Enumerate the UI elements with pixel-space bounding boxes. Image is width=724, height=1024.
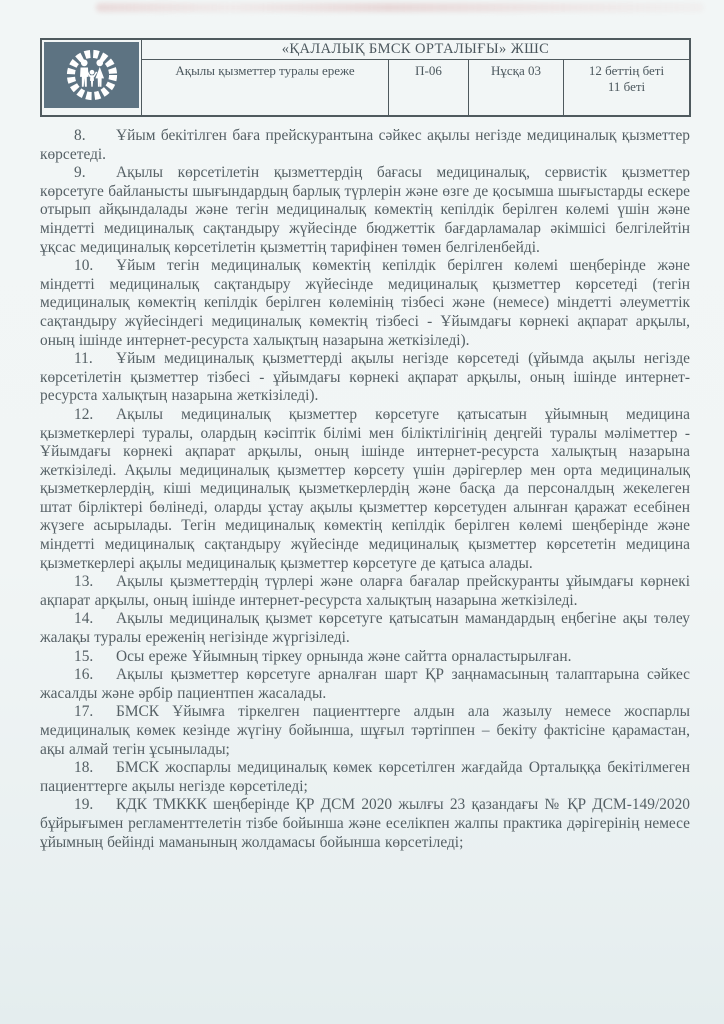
family-emblem-icon bbox=[48, 44, 136, 106]
paragraph-number: 18. bbox=[74, 759, 94, 777]
scan-bleed-smudge bbox=[96, 3, 704, 12]
paragraph-9 bbox=[40, 164, 690, 257]
paragraph-number: 12. bbox=[74, 405, 94, 423]
paragraph-number: 17. bbox=[74, 703, 94, 721]
logo-cell bbox=[42, 40, 142, 115]
document-code: П-06 bbox=[388, 60, 468, 115]
paragraph-19 bbox=[40, 796, 690, 852]
document-title: Ақылы қызметтер туралы ереже bbox=[175, 63, 355, 78]
paragraph-8 bbox=[40, 127, 690, 164]
paragraph-14 bbox=[40, 610, 690, 647]
paragraph-text: Ақылы медициналық қызмет көрсетуге қатысатын мамандардың еңбегіне ақы төлеу жалақы туралы ереженің негізінде жүргізіледі. bbox=[40, 610, 690, 647]
paragraph-text: Осы ереже Ұйымның тіркеу орнында және сайтта орналастырылған. bbox=[116, 647, 572, 665]
paragraph-12 bbox=[40, 406, 690, 573]
paragraph-number: 16. bbox=[74, 666, 94, 684]
page-info-line1: 12 беттің беті bbox=[588, 63, 665, 78]
paragraph-10 bbox=[40, 257, 690, 350]
paragraph-number: 10. bbox=[74, 257, 94, 275]
organization-title: «ҚАЛАЛЫҚ БМСК ОРТАЛЫҒЫ» ЖШС bbox=[142, 40, 689, 60]
paragraph-number: 15. bbox=[74, 647, 94, 665]
document-body bbox=[40, 127, 690, 852]
document-page bbox=[40, 38, 691, 852]
document-header-table bbox=[40, 38, 691, 117]
paragraph-number: 19. bbox=[74, 796, 94, 814]
paragraph-15 bbox=[40, 648, 690, 667]
paragraph-text: Ақылы қызметтер көрсетуге арналған шарт ҚР заңнамасының талаптарына сәйкес жасалды және әрбір пациентпен жасалады. bbox=[40, 666, 690, 702]
paragraph-text: Ұйым тегін медициналық көмектің кепілдік берілген көлемі шеңберінде және міндетті медициналық сақтандыру жүйесінде медициналық қызметтер көрсетеді (тегін медициналық көмектің кепілдік берілген көлемінің тізбесі және (немесе) міндетті әлеуметтік сақтандыру жүйесіндегі медициналық көмектің тізбесі - Ұйымдағы көрнекі ақпарат арқылы, оның ішінде интернет-ресурста халықтың назарына жеткізіледі). bbox=[40, 257, 690, 349]
paragraph-text: Ұйым бекітілген баға прейскурантына сәйкес ақылы негізде медициналық қызметтер көрсетеді. bbox=[40, 127, 690, 163]
paragraph-11 bbox=[40, 350, 690, 406]
paragraph-number: 9. bbox=[74, 164, 86, 182]
organization-logo bbox=[44, 42, 139, 108]
paragraph-text: Ақылы қызметтердің түрлері және оларға бағалар прейскуранты ұйымдағы көрнекі ақпарат арқылы, оның ішінде интернет-ресурста халықтың назарына жеткізіледі. bbox=[40, 573, 690, 609]
paragraph-number: 13. bbox=[74, 573, 94, 591]
page-info bbox=[563, 60, 689, 115]
paragraph-text: БМСК жоспарлы медициналық көмек көрсетілген жағдайда Орталыққа бекітілмеген пациенттерге ақылы негізде көрсетіледі; bbox=[40, 759, 690, 795]
paragraph-text: Ақылы көрсетілетін қызметтердің бағасы медициналық, сервистік қызметтер көрсетуге байланысты шығындардың барлық түрлерін және өзге де қосымша шығыстарды ескере отырып айқындалады және тегін медициналық көмектің кепілдік берілген көлемі үшін және міндетті медициналық сақтандыру жүйесінде бюджеттік бағдарламалар әкімшісі белгілейтін ұқсас медициналық көрсетілетін қызметтің тарифінен төмен белгіленбейді. bbox=[40, 164, 690, 256]
paragraph-number: 11. bbox=[74, 350, 93, 368]
paragraph-text: КДК ТМККК шеңберінде ҚР ДСМ 2020 жылғы 23 қазандағы № ҚР ДСМ-149/2020 бұйрығымен регламенттелетін тізбе бойынша және еселікпен жалпы практика дәрігерінің немесе ұйымның бейінді маманының жолдамасы бойынша көрсетіледі; bbox=[40, 796, 690, 851]
paragraph-13 bbox=[40, 573, 690, 610]
paragraph-16 bbox=[40, 666, 690, 703]
paragraph-text: Ұйым медициналық қызметтерді ақылы негізде көрсетеді (ұйымда ақылы негізде көрсетілетін қызметтер тізбесі - ұйымдағы көрнекі ақпарат арқылы, оның ішінде интернет-ресурста халықтың назарына жеткізіледі). bbox=[40, 350, 690, 405]
document-version: Нұсқа 03 bbox=[468, 60, 563, 115]
paragraph-number: 8. bbox=[74, 127, 86, 144]
paragraph-text: Ақылы медициналық қызметтер көрсетуге қатысатын ұйымның медицина қызметкерлері туралы, олардың кәсіптік білімі мен біліктілігінің деңгейі туралы мәліметтер - Ұйымдағы көрнекі ақпарат арқылы, оның ішінде интернет-ресурста халықтың назарына жеткізіледі. Ақылы медициналық қызметтер көрсету үшін дәрігерлер мен орта медициналық қызметкерлердің, кіші медициналық қызметкерлердің және басқа да персоналдың жекелеген штат бірліктері бөлінеді, оларды ұстау ақылы қызметтер көрсетуден алынған қаражат есебінен жүзеге асырылады. Тегін медициналық көмектің кепілдік берілген көлемі шеңберінде және міндетті медициналық сақтандыру жүйесінде медициналық қызметтер көрсететін медицина қызметкерлері ақылы медициналық қызметтер көрсетуге де қатыса алады. bbox=[40, 405, 690, 572]
paragraph-number: 14. bbox=[74, 610, 94, 628]
page-info-line2: 11 беті bbox=[607, 79, 646, 94]
paragraph-17 bbox=[40, 703, 690, 759]
paragraph-18 bbox=[40, 759, 690, 796]
paragraph-text: БМСК Ұйымға тіркелген пациенттерге алдын ала жазылу немесе жоспарлы медициналық көмек кезінде жүгіну бойынша, шұғыл тәртіппен – бекіту фактісіне қарамастан, ақы алмай тегін ұсынылады; bbox=[40, 703, 690, 758]
